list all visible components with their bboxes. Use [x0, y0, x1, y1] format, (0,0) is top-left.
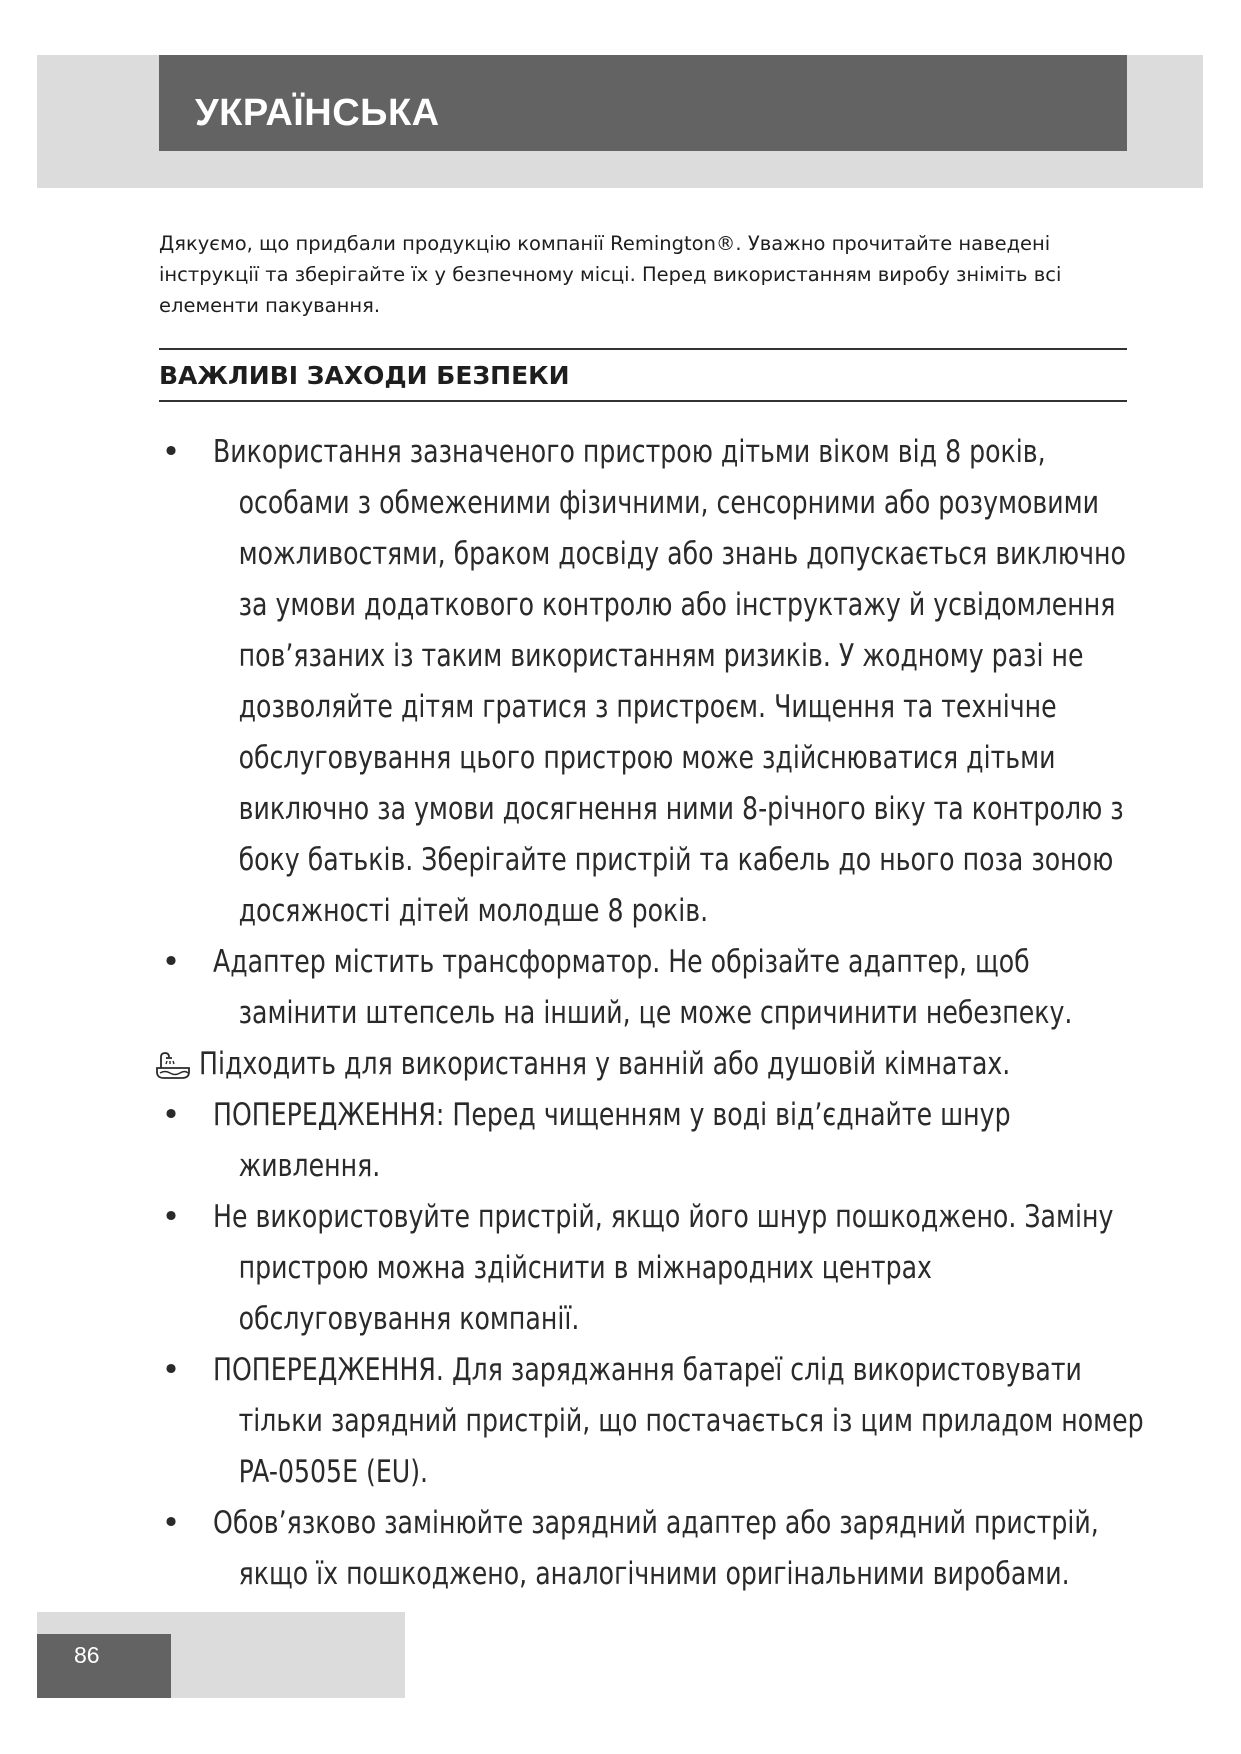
- bullet: •: [161, 434, 181, 470]
- divider-bottom: [159, 400, 1127, 402]
- list-item-text: Використання зазначеного пристрою дітьми віком від 8 років, особами з обмеженими фізичними, сенсорними або розумовими можливостями, браком досвіду або знань допускається виключно за умови додаткового контролю або інструктажу й усвідомлення пов’язаних із таким використанням ризиків. У жодному разі не дозволяйте дітям гратися з пристроєм. Чищення та технічне обслуговування цього пристрою може здійснюватися дітьми виключно за умови досягнення ними 8-річного віку та контролю з боку батьків. Зберігайте пристрій та кабель до нього поза зоною досяжності дітей молодше 8 років.: [213, 434, 1126, 929]
- bathtub-shower-icon: [155, 1051, 191, 1081]
- list-item: [159, 427, 1149, 937]
- bullet: •: [161, 1352, 181, 1388]
- footer-bar: [37, 1634, 171, 1698]
- bullet: •: [161, 1097, 181, 1133]
- divider-top: [159, 348, 1127, 350]
- list-item: [159, 1498, 1149, 1600]
- list-item-text: Адаптер містить трансформатор. Не обрізайте адаптер, щоб замінити штепсель на інший, це може спричинити небезпеку.: [213, 944, 1073, 1031]
- list-item-text: Обов’язково замінюйте зарядний адаптер або зарядний пристрій, якщо їх пошкоджено, аналогічними оригінальними виробами.: [213, 1505, 1099, 1592]
- list-item-text: Підходить для використання у ванній або душовій кімнатах.: [199, 1046, 1011, 1082]
- list-item-text: ПОПЕРЕДЖЕННЯ: Перед чищенням у воді від’єднайте шнур живлення.: [213, 1097, 1011, 1184]
- intro-paragraph: Дякуємо, що придбали продукцію компанії Remington®. Уважно прочитайте наведені інструкції та зберігайте їх у безпечному місці. Перед використанням виробу зніміть всі елементи пакування.: [159, 232, 1062, 317]
- page-number: 86: [74, 1642, 100, 1668]
- section-heading: ВАЖЛИВІ ЗАХОДИ БЕЗПЕКИ: [159, 361, 570, 390]
- list-item-text: ПОПЕРЕДЖЕННЯ. Для заряджання батареї слід використовувати тільки зарядний пристрій, що постачається із цим приладом номер PA-0505E (EU).: [213, 1352, 1144, 1490]
- bullet: •: [161, 1199, 181, 1235]
- list-item-text: Не використовуйте пристрій, якщо його шнур пошкоджено. Заміну пристрою можна здійснити в міжнародних центрах обслуговування компанії.: [213, 1199, 1114, 1337]
- list-item: [159, 1090, 1149, 1192]
- bullet: •: [161, 1505, 181, 1541]
- list-item: [159, 1192, 1149, 1345]
- list-item: [159, 1039, 1149, 1090]
- page-title: УКРАЇНСЬКА: [195, 92, 440, 134]
- bullet: •: [161, 944, 181, 980]
- list-item: [159, 937, 1149, 1039]
- list-item: [159, 1345, 1149, 1498]
- safety-list: [159, 427, 1149, 1600]
